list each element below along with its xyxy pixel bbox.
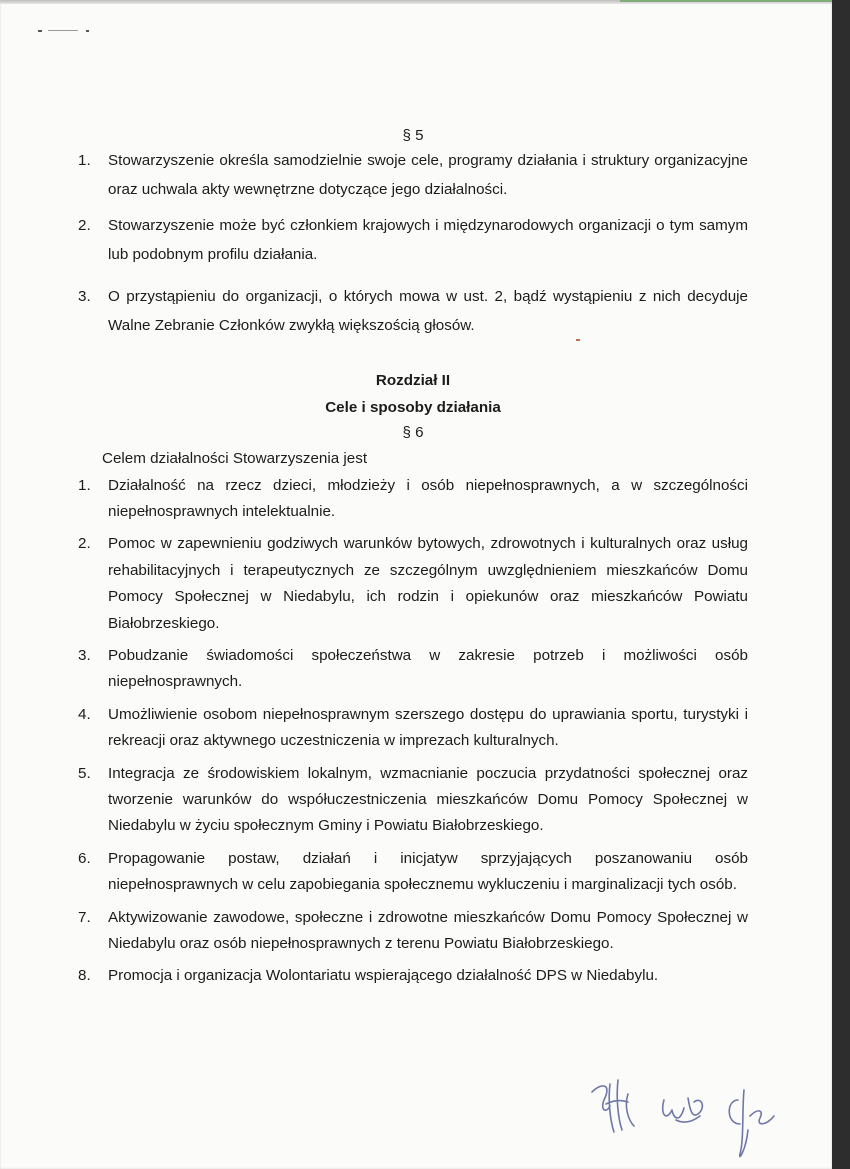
scan-green-line [620, 0, 832, 2]
list-item [78, 212, 748, 269]
scan-artifact-mark [38, 30, 90, 34]
item-text: Stowarzyszenie może być członkiem krajowych i międzynarodowych organizacji o tym samym lub podobnym profilu działania. [108, 217, 748, 263]
item-number: 3. [78, 288, 91, 306]
item-number: 5. [78, 764, 91, 782]
scanner-background-edge [832, 0, 850, 1169]
item-number: 8. [78, 967, 91, 985]
item-number: 2. [78, 217, 91, 235]
item-text: Aktywizowanie zawodowe, społeczne i zdrowotne mieszkańców Domu Pomocy Społecznej w Niedabylu oraz osób niepełnosprawnych z terenu Powiatu Białobrzeskiego. [108, 908, 748, 953]
list-item [78, 702, 748, 755]
item-text: Propagowanie postaw, działań i inicjatyw sprzyjających poszanowaniu osób niepełnosprawnych w celu zapobiegania społecznemu wykluczeniu i marginalizacji tych osób. [108, 849, 748, 894]
list-item [78, 963, 748, 989]
list-item [78, 905, 748, 958]
document-body [78, 127, 748, 996]
item-text: Promocja i organizacja Wolontariatu wspierającego działalność DPS w Niedabylu. [108, 967, 659, 985]
handwritten-signature-initials [588, 1070, 788, 1165]
item-text: Stowarzyszenie określa samodzielnie swoje cele, programy działania i struktury organizacyjne oraz uchwala akty wewnętrzne dotyczące jego działalności. [108, 152, 748, 198]
item-text: Pomoc w zapewnieniu godziwych warunków bytowych, zdrowotnych i kulturalnych oraz usług rehabilitacyjnych i terapeutycznych ze szczególnym uwzględnieniem mieszkańców Domu Pomocy Społecznej w Niedabylu, ich rodzin i opiekunów oraz mieszkańców Powiatu Białobrzeskiego. [108, 535, 748, 632]
item-text: O przystąpieniu do organizacji, o których mowa w ust. 2, bądź wystąpieniu z nich decyduje Walne Zebranie Członków zwykłą większością głosów. [108, 288, 748, 334]
list-item [78, 147, 748, 204]
item-number: 1. [78, 152, 91, 169]
list-item [78, 473, 748, 526]
item-number: 3. [78, 647, 91, 664]
list-item [78, 643, 748, 696]
chapter-subtitle: Cele i sposoby działania [325, 398, 501, 416]
ink-speck [576, 339, 580, 341]
section-5-heading: § 5 [402, 127, 424, 144]
item-number: 2. [78, 535, 91, 553]
section-6-heading: § 6 [402, 423, 424, 441]
item-text: Działalność na rzecz dzieci, młodzieży i osób niepełnosprawnych, a w szczególności niepełnosprawnych intelektualnie. [108, 476, 748, 520]
item-number: 6. [78, 849, 91, 867]
item-number: 1. [78, 476, 91, 494]
list-item [78, 531, 748, 637]
item-text: Pobudzanie świadomości społeczeństwa w zakresie potrzeb i możliwości osób niepełnosprawnych. [108, 647, 748, 691]
section-6-list [78, 473, 748, 990]
list-item [78, 283, 748, 340]
item-text: Umożliwienie osobom niepełnosprawnym szerszego dostępu do uprawiania sportu, turystyki i rekreacji oraz aktywnego uczestniczenia w imprezach kulturalnych. [108, 705, 748, 750]
chapter-title: Rozdział II [375, 371, 451, 389]
item-text: Integracja ze środowiskiem lokalnym, wzmacnianie poczucia przydatności społecznej oraz tworzenie warunków do współuczestniczenia mieszkańców Domu Pomocy Społecznej w Niedabylu w życiu społecznym Gminy i Powiatu Białobrzeskiego. [108, 764, 748, 835]
list-item [78, 846, 748, 899]
list-item [78, 761, 748, 840]
section-6-intro: Celem działalności Stowarzyszenia jest [102, 449, 368, 467]
item-number: 7. [78, 908, 91, 926]
section-5-list [78, 147, 748, 341]
item-number: 4. [78, 705, 91, 723]
